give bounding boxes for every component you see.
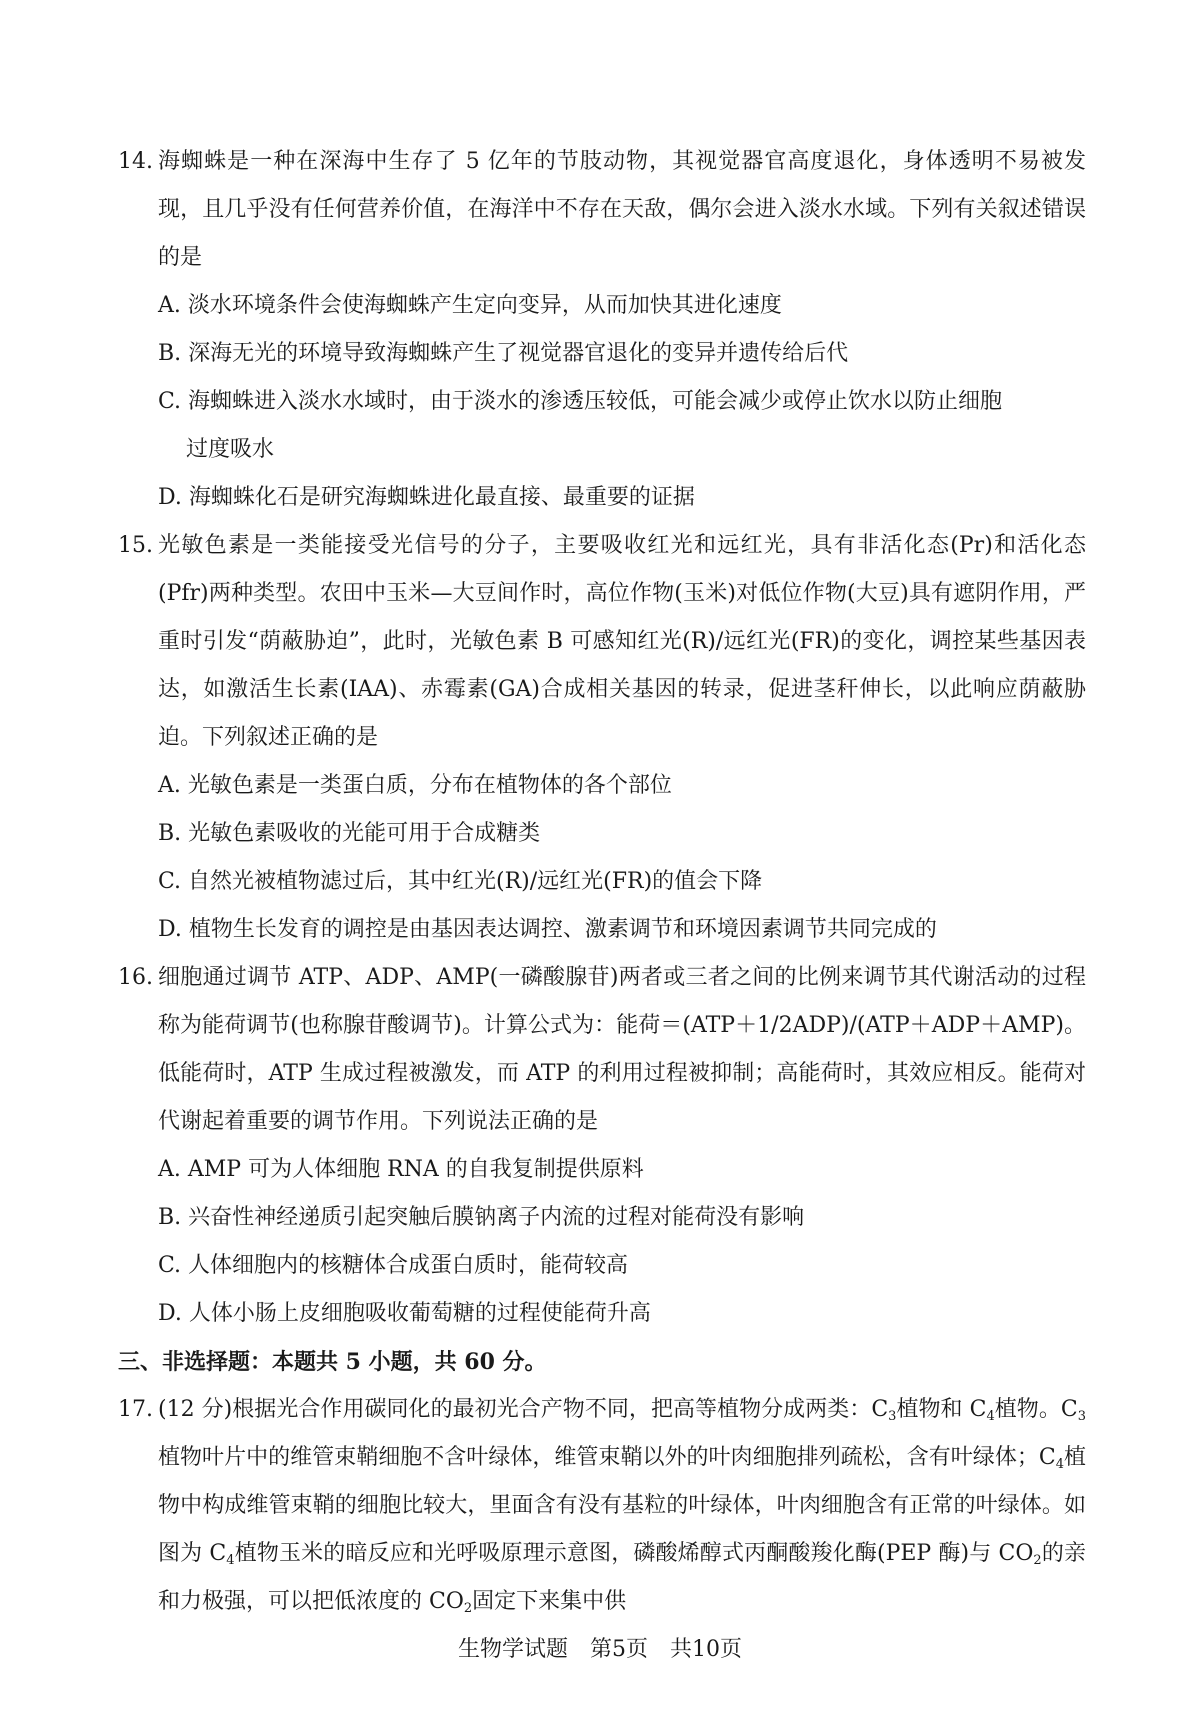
question-number: 15.	[118, 533, 153, 558]
subscript: 3	[1077, 1409, 1086, 1424]
section-heading: 三、非选择题：本题共 5 小题，共 60 分。	[118, 1349, 547, 1375]
question-number: 16.	[118, 965, 153, 990]
option-c: C. 自然光被植物滤过后，其中红光(R)/远红光(FR)的值会下降	[158, 869, 763, 894]
page-footer: 生物学试题 第5页 共10页	[458, 1637, 742, 1662]
subscript: 3	[888, 1409, 897, 1424]
stem-text: 的亲和力极强，可以把低浓度的 CO	[158, 1541, 1086, 1614]
option-a: A. 淡水环境条件会使海蜘蛛产生定向变异，从而加快其进化速度	[158, 293, 782, 318]
option-d: D. 人体小肠上皮细胞吸收葡萄糖的过程使能荷升高	[158, 1301, 651, 1326]
option-d: D. 植物生长发育的调控是由基因表达调控、激素调节和环境因素调节共同完成的	[158, 917, 937, 942]
question-16	[118, 954, 1086, 1338]
stem-text: 固定下来集中供	[472, 1589, 627, 1614]
question-stem: 光敏色素是一类能接受光信号的分子，主要吸收红光和远红光，具有非活化态(Pr)和活化态(Pfr)两种类型。农田中玉米—大豆间作时，高位作物(玉米)对低位作物(大豆)具有遮阴作用，严重时引发“荫蔽胁迫”，此时，光敏色素 B 可感知红光(R)/远红光(FR)的变化，调控某些基因表达，如激活生长素(IAA)、赤霉素(GA)合成相关基因的转录，促进茎秆伸长，以此响应荫蔽胁迫。下列叙述正确的是	[158, 533, 1086, 750]
option-c-line2: 过度吸水	[186, 437, 275, 462]
stem-text: (12 分)根据光合作用碳同化的最初光合产物不同，把高等植物分成两类：C	[158, 1397, 889, 1422]
question-stem: 细胞通过调节 ATP、ADP、AMP(一磷酸腺苷)两者或三者之间的比例来调节其代谢活动的过程称为能荷调节(也称腺苷酸调节)。计算公式为：能荷＝(ATP＋1/2ADP)/(ATP＋ADP＋AMP)。低能荷时，ATP 生成过程被激发，而 ATP 的利用过程被抑制；高能荷时，其效应相反。能荷对代谢起着重要的调节作用。下列说法正确的是	[158, 965, 1086, 1134]
option-a: A. AMP 可为人体细胞 RNA 的自我复制提供原料	[158, 1157, 644, 1182]
stem-text: 植物和 C	[896, 1397, 987, 1422]
option-a: A. 光敏色素是一类蛋白质，分布在植物体的各个部位	[158, 773, 672, 798]
question-17	[118, 1386, 1086, 1626]
subscript: 4	[226, 1553, 235, 1568]
question-14	[118, 138, 1086, 522]
option-b: B. 深海无光的环境导致海蜘蛛产生了视觉器官退化的变异并遗传给后代	[158, 341, 849, 366]
stem-text: 植物。C	[994, 1397, 1078, 1422]
stem-text: 植物玉米的暗反应和光呼吸原理示意图，磷酸烯醇式丙酮酸羧化酶(PEP 酶)与 CO	[234, 1541, 1034, 1566]
option-c-line1: C. 海蜘蛛进入淡水水域时，由于淡水的渗透压较低，可能会减少或停止饮水以防止细胞	[158, 389, 1003, 414]
option-d: D. 海蜘蛛化石是研究海蜘蛛进化最直接、最重要的证据	[158, 485, 695, 510]
subscript: 2	[463, 1601, 473, 1616]
question-stem: 海蜘蛛是一种在深海中生存了 5 亿年的节肢动物，其视觉器官高度退化，身体透明不易被发现，且几乎没有任何营养价值，在海洋中不存在天敌，偶尔会进入淡水水域。下列有关叙述错误的是	[158, 149, 1086, 270]
option-b: B. 光敏色素吸收的光能可用于合成糖类	[158, 821, 541, 846]
question-stem	[158, 1386, 1086, 1626]
question-number: 14.	[118, 149, 153, 174]
stem-text: 植物叶片中的维管束鞘细胞不含叶绿体，维管束鞘以外的叶肉细胞排列疏松，含有叶绿体；C	[158, 1445, 1056, 1470]
option-c	[158, 378, 1086, 474]
question-15	[118, 522, 1086, 954]
question-number: 17.	[118, 1397, 153, 1422]
subscript: 2	[1033, 1553, 1042, 1568]
option-b: B. 兴奋性神经递质引起突触后膜钠离子内流的过程对能荷没有影响	[158, 1205, 805, 1230]
subscript: 4	[986, 1409, 995, 1424]
stem-text: 植物中构成维管束鞘的细胞比较大，里面含有没有基粒的叶绿体，叶肉细胞含有正常的叶绿体。如图为 C	[158, 1445, 1086, 1566]
option-c: C. 人体细胞内的核糖体合成蛋白质时，能荷较高	[158, 1253, 629, 1278]
subscript: 4	[1055, 1457, 1064, 1472]
page-content	[118, 138, 1086, 1626]
